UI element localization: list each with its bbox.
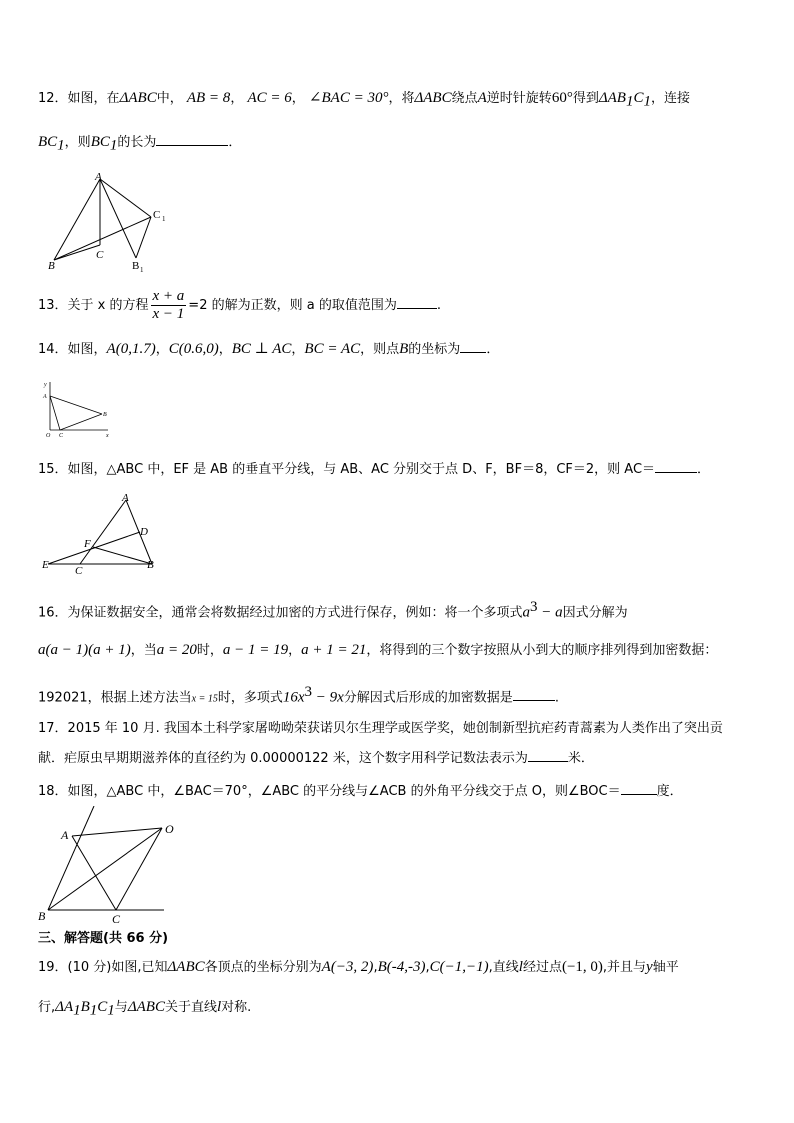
q18-answer-blank[interactable] — [621, 780, 657, 795]
q19-line2: 行$,\Delta A_1B_1C_1$与ΔABC关于直线l对称. — [38, 999, 252, 1019]
q17-answer-blank[interactable] — [528, 747, 568, 762]
q17-line1: 17．2015 年 10 月. 我国本土科学家屠呦呦荣获诺贝尔生理学或医学奖，她创制新型抗疟药青蒿素为人类作出了突出贡 — [38, 721, 723, 736]
q13-line: 13．关于 x 的方程 $\frac{x + a}{x - 1}$ =2 的解为正数，则 a 的取值范围为 . — [38, 288, 441, 322]
q18-label-b: B — [38, 909, 46, 923]
q12-label-b: B — [48, 260, 55, 272]
q15-line: 15．如图，△ABC 中，EF 是 AB 的垂直平分线，与 AB、AC 分别交于点 D、F，BF＝8，CF＝2，则 AC＝ ． — [38, 458, 710, 479]
q14-line: 14．如图，A(0,1.7)，C(0.6,0)，BC ⊥ AC，BC = AC，则点B的坐标为 ． — [38, 338, 499, 359]
q12-answer-blank[interactable] — [156, 131, 228, 146]
section-heading: 三、解答题(共 66 分) — [38, 931, 169, 946]
q12-line1: 12．如图，在ΔABC中， AB = 8， AC = 6， ∠BAC = 30°，将ΔABC绕点A逆时针旋转60°得到$\Delta AB_1C_1$，连接 — [38, 90, 690, 110]
q18-label-o: O — [165, 822, 174, 836]
q17-line2: 献．疟原虫早期期滋养体的直径约为 0.00000122 米，这个数字用科学记数法表示为 米． — [38, 747, 594, 768]
q12-label-a: A — [95, 171, 102, 183]
q18-figure — [36, 806, 176, 926]
q14-label-b: B — [103, 412, 107, 418]
q15-label-a: A — [122, 492, 129, 504]
q14-label-o: O — [46, 433, 51, 439]
q16-line2: a(a − 1)(a + 1)，当a = 20时，a − 1 = 19，a + 1 = 21，将得到的三个数字按照从小到大的顺序排列得到加密数据： — [38, 642, 718, 658]
q16-line1: 16．为保证数据安全，通常会将数据经过加密的方式进行保存，例如：将一个多项式$a^3 - a$因式分解为 — [38, 599, 628, 621]
q16-answer-blank[interactable] — [513, 686, 555, 701]
q15-label-d: D — [140, 526, 148, 538]
q19-line1: 19．(10 分)如图,已知ΔABC各顶点的坐标分别为A(−3, 2),B(-4,-3),C(−1,−1),直线l经过点(−1, 0),并且与y轴平 — [38, 959, 679, 975]
q14-answer-blank[interactable] — [460, 338, 486, 353]
q15-figure — [40, 490, 160, 574]
q12-label-c1-sub: 1 — [162, 215, 166, 223]
q15-label-b: B — [147, 559, 154, 571]
q15-answer-blank[interactable] — [655, 458, 697, 473]
q15-label-e: E — [42, 559, 49, 571]
q12-label-b1: B — [132, 260, 140, 272]
q12-line2: $BC_1$，则$BC_1$的长为 ． — [38, 131, 241, 155]
q14-label-a: A — [43, 394, 47, 400]
q14-figure — [40, 378, 112, 440]
q18-label-a: A — [61, 828, 69, 842]
q18-line: 18．如图，△ABC 中，∠BAC＝70°，∠ABC 的平分线与∠ACB 的外角平分线交于点 O，则∠BOC＝ 度． — [38, 780, 683, 801]
q15-label-f: F — [84, 538, 91, 550]
q16-line3: 192021，根据上述方法当x = 15时，多项式$16x^3 - 9x$分解因式后形成的加密数据是 . — [38, 684, 559, 706]
q14-label-x: x — [106, 433, 109, 439]
q12-label-b1-sub: 1 — [140, 266, 144, 274]
q12-label-c: C — [96, 249, 104, 261]
q14-label-c: C — [59, 433, 64, 439]
q15-label-c: C — [75, 565, 83, 574]
q12-label-c1: C — [153, 209, 161, 221]
q14-label-y: y — [44, 382, 47, 388]
q12-figure — [40, 170, 170, 276]
q18-label-c: C — [112, 912, 121, 926]
q13-answer-blank[interactable] — [397, 294, 437, 309]
